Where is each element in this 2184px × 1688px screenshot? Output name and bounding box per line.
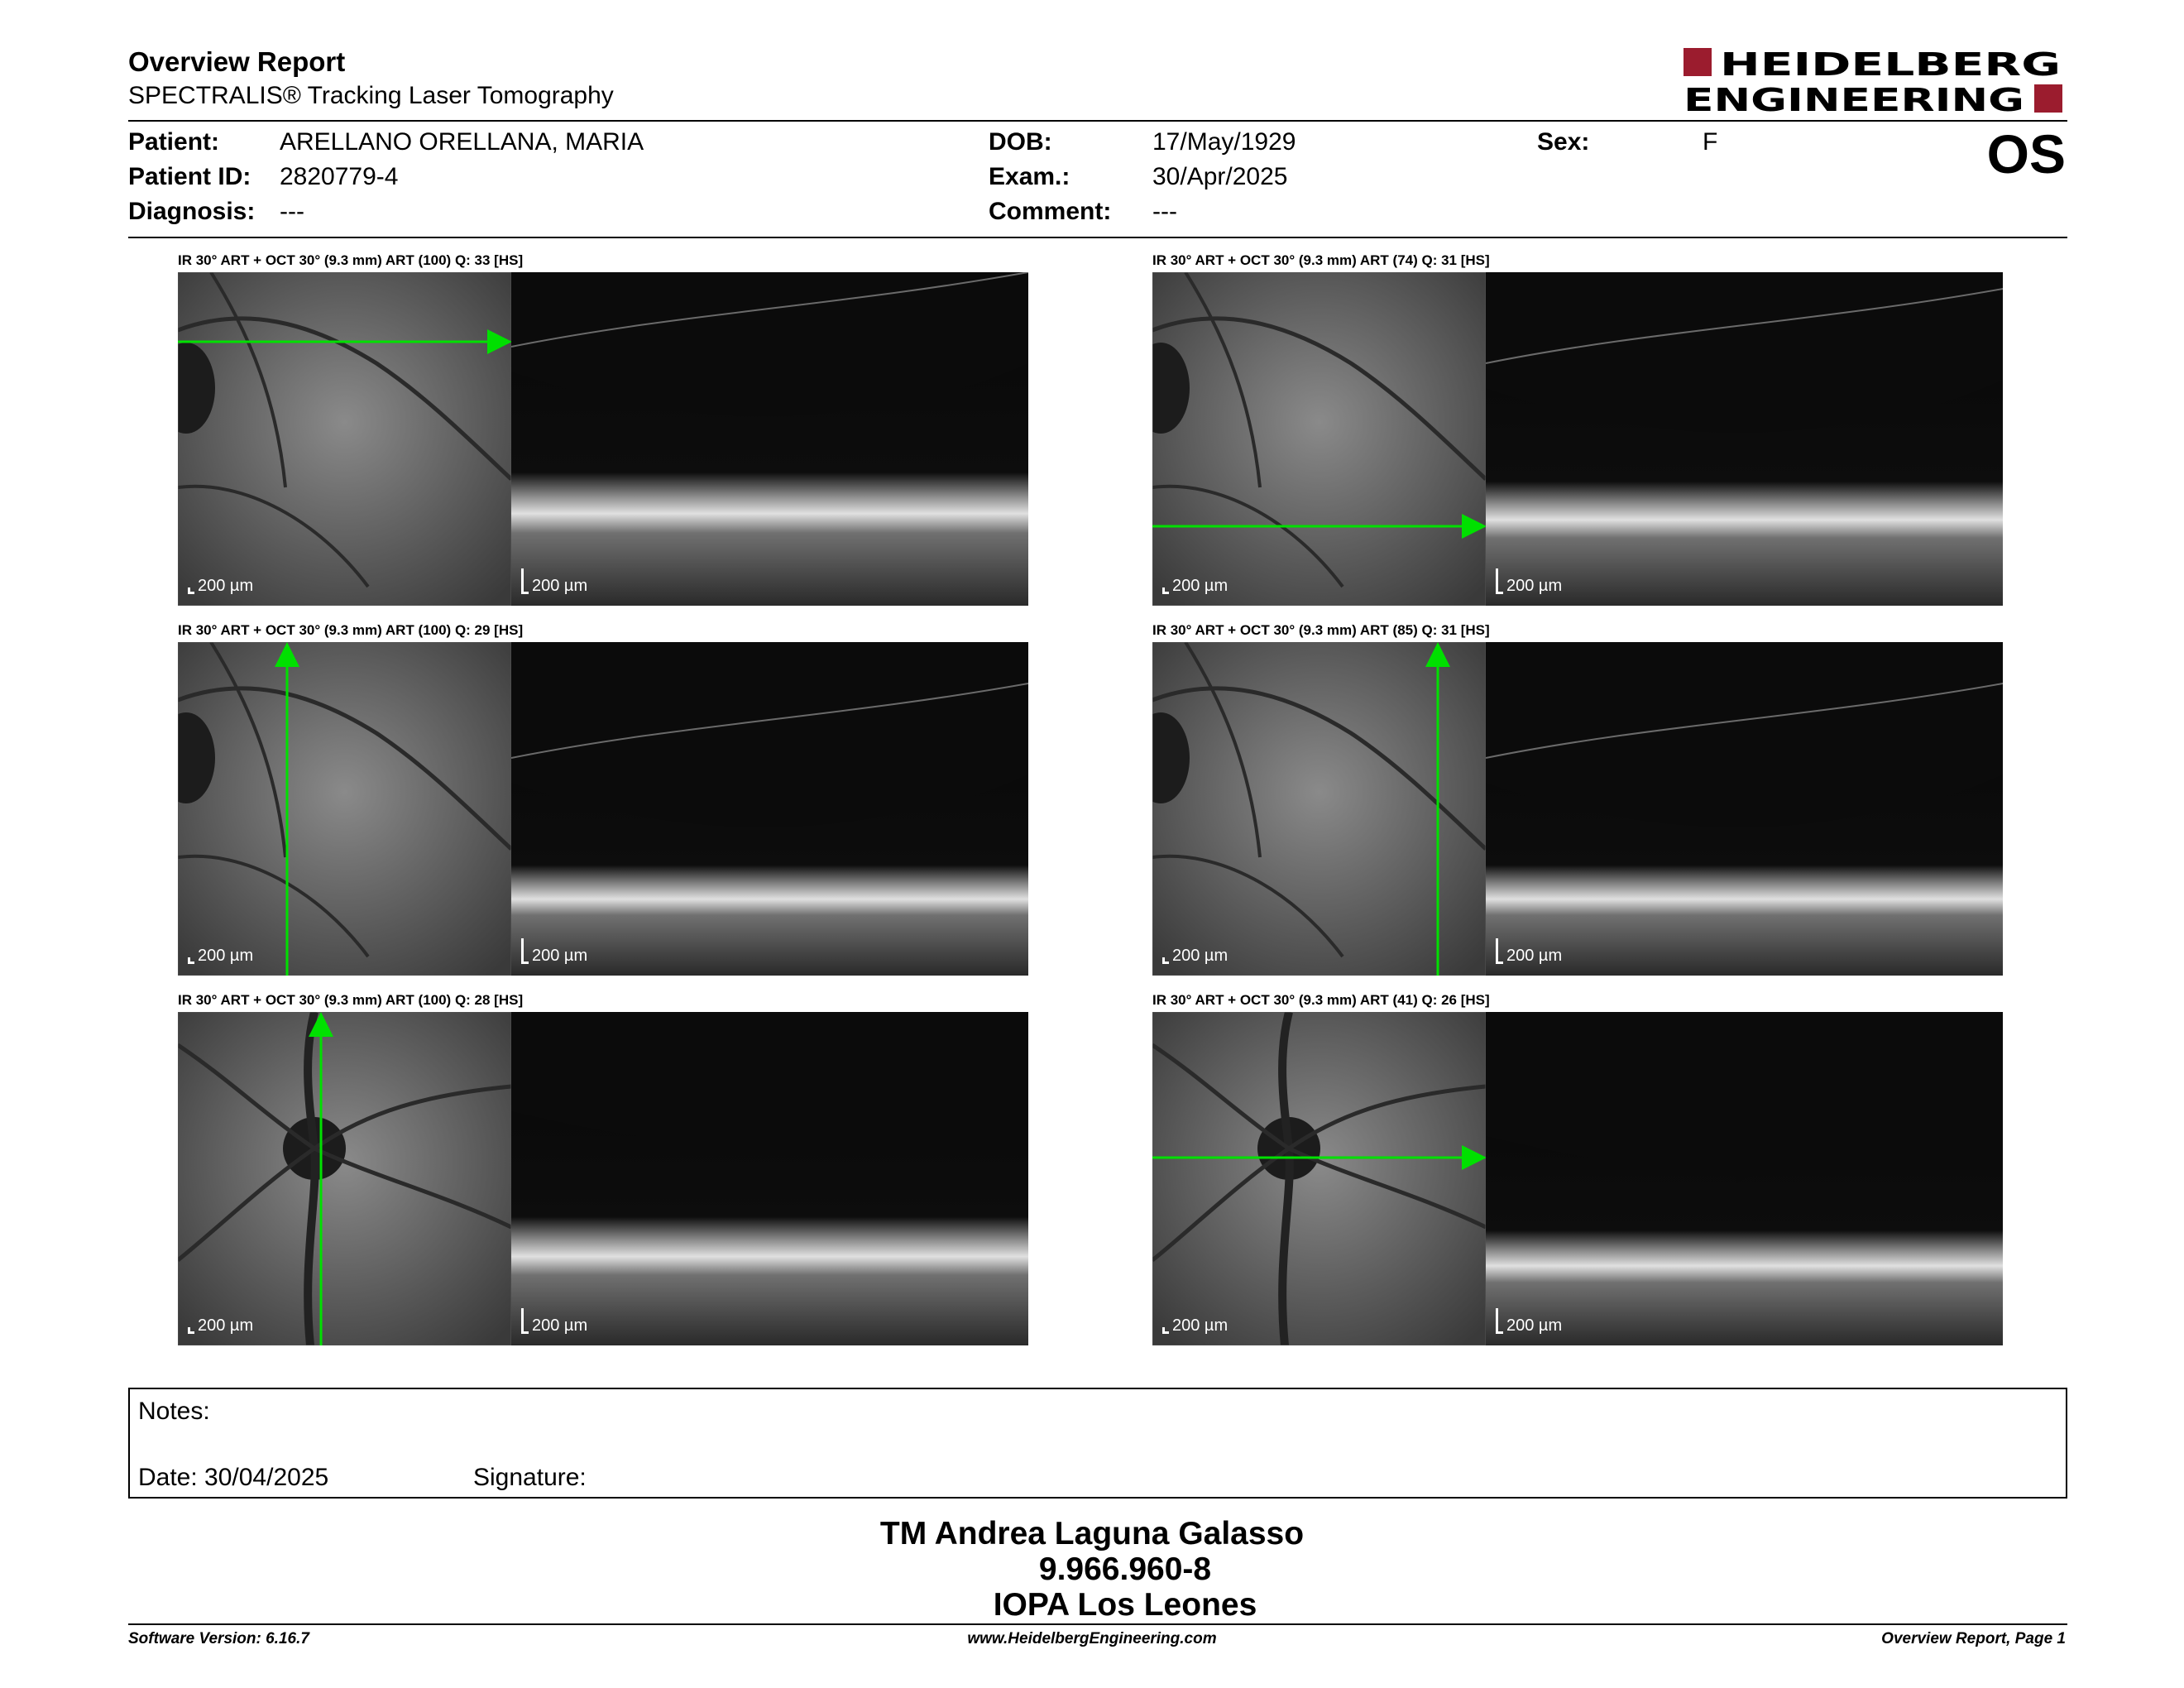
oct-scan-panel [178,622,1030,978]
comment-value: --- [1152,198,1177,225]
exam-label: Exam.: [989,163,1070,190]
patient-id-label: Patient ID: [128,163,251,190]
patient-label: Patient: [128,128,220,156]
bscan-scale-bar [521,568,587,596]
bscan-scale-bar [1496,938,1562,966]
scan-label: IR 30° ART + OCT 30° (9.3 mm) ART (100) Q: 33 [HS] [178,252,524,268]
bscan-scale-text: 200 µm [1506,1316,1563,1335]
fundus-scale-bar [1162,947,1228,966]
oct-bscan-image[interactable] [1486,642,2003,976]
patient-id: 2820779-4 [280,163,399,190]
notes-label: Notes: [138,1398,210,1425]
fundus-scale-bar [188,577,253,596]
report-subtitle: SPECTRALIS® Tracking Laser Tomography [128,82,614,109]
fundus-image[interactable] [178,1012,511,1345]
fundus-scale-text: 200 µm [1172,577,1228,595]
fundus-image[interactable] [1152,642,1486,976]
oct-scan-panel [1152,992,2004,1348]
notes-box [128,1388,2067,1499]
diagnosis-label: Diagnosis: [128,198,256,225]
institution-name: IOPA Los Leones [993,1587,1257,1623]
fundus-image[interactable] [1152,1012,1486,1345]
logo-line1: HEIDELBERG [1720,46,2061,83]
oct-bscan-image[interactable] [1486,272,2003,606]
oct-scan-panel [1152,622,2004,978]
fundus-scale-text: 200 µm [1172,1316,1228,1335]
fundus-image[interactable] [178,272,511,606]
report-title: Overview Report [128,46,346,77]
bscan-scale-text: 200 µm [532,1316,588,1335]
fundus-image[interactable] [178,642,511,976]
bscan-scale-text: 200 µm [1506,577,1563,595]
dob-value: 17/May/1929 [1152,128,1296,156]
bscan-scale-text: 200 µm [532,577,588,595]
exam-value: 30/Apr/2025 [1152,163,1288,190]
oct-scan-panel [178,252,1030,608]
diagnosis-value: --- [280,198,304,225]
scan-label: IR 30° ART + OCT 30° (9.3 mm) ART (85) Q: 31 [HS] [1152,622,1490,638]
comment-label: Comment: [989,198,1112,225]
scan-label: IR 30° ART + OCT 30° (9.3 mm) ART (41) Q: 26 [HS] [1152,992,1490,1008]
technician-id: 9.966.960-8 [1038,1551,1212,1587]
fundus-scale-text: 200 µm [198,1316,254,1335]
heidelberg-logo [1684,46,2064,114]
fundus-scale-bar [1162,1316,1228,1336]
scan-label: IR 30° ART + OCT 30° (9.3 mm) ART (74) Q: 31 [HS] [1152,252,1490,268]
bscan-scale-bar [1496,568,1562,596]
oct-bscan-image[interactable] [511,1012,1028,1345]
signature-label: Signature: [473,1464,587,1491]
fundus-scale-text: 200 µm [198,947,254,965]
patient-name: ARELLANO ORELLANA, MARIA [280,128,644,156]
fundus-scale-bar [188,947,253,966]
bscan-scale-text: 200 µm [1506,947,1563,965]
fundus-scale-text: 200 µm [1172,947,1228,965]
sex-label: Sex: [1537,128,1590,156]
bscan-scale-bar [521,1308,587,1336]
header-divider [128,120,2067,122]
bscan-scale-bar [1496,1308,1562,1336]
technician-name: TM Andrea Laguna Galasso [879,1516,1305,1551]
website-link[interactable]: www.HeidelbergEngineering.com [967,1630,1217,1647]
footer-divider [128,1623,2067,1625]
fundus-scale-bar [1162,577,1228,596]
fundus-scale-bar [188,1316,253,1336]
sex-value: F [1703,128,1718,156]
bscan-scale-text: 200 µm [532,947,588,965]
oct-scan-panel [178,992,1030,1348]
fundus-image[interactable] [1152,272,1486,606]
logo-line2: ENGINEERING [1684,82,2024,114]
software-version: Software Version: 6.16.7 [128,1630,309,1647]
patient-divider [128,237,2067,238]
fundus-scale-text: 200 µm [198,577,254,595]
dob-label: DOB: [989,128,1052,156]
oct-bscan-image[interactable] [1486,1012,2003,1345]
oct-bscan-image[interactable] [511,272,1028,606]
notes-date: Date: 30/04/2025 [138,1464,329,1491]
scan-label: IR 30° ART + OCT 30° (9.3 mm) ART (100) Q: 29 [HS] [178,622,524,638]
oct-bscan-image[interactable] [511,642,1028,976]
oct-scan-panel [1152,252,2004,608]
page-number: Overview Report, Page 1 [1881,1630,2066,1647]
bscan-scale-bar [521,938,587,966]
eye-indicator: OS [1986,123,2066,185]
scan-label: IR 30° ART + OCT 30° (9.3 mm) ART (100) Q: 28 [HS] [178,992,524,1008]
